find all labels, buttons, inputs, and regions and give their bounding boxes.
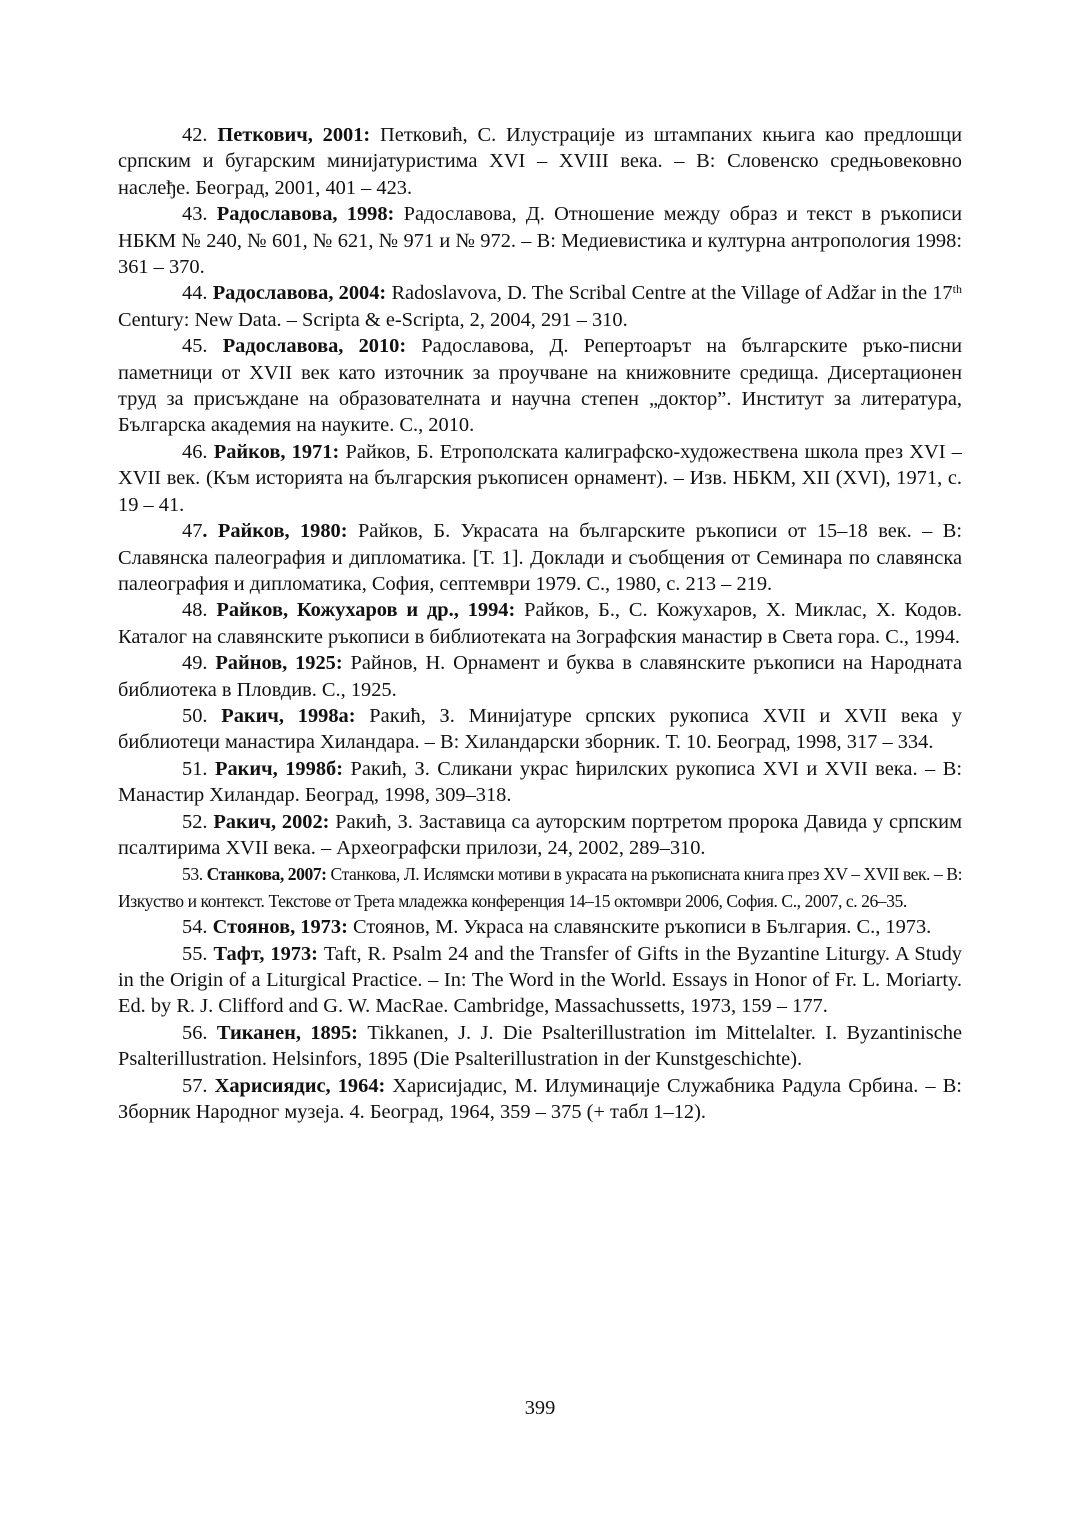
reference-number: 44. (182, 282, 208, 305)
reference-key: Райков, Кожухаров и др., 1994: (216, 599, 516, 622)
reference-key: Петкович, 2001: (217, 124, 371, 146)
reference-text: Радославова, Д. Репертоарът на българските ръко-писни паметници от XVII век като източник за проучване на книжовните средища. Дисертационен труд за присъждане на образователната и научна степен „доктор”. Институт за литература, Българска академия на науките. С., 2010. (118, 335, 962, 437)
reference-key: Станкова, 2007: (206, 864, 327, 885)
reference-key: Тиканен, 1895: (216, 1021, 358, 1044)
reference-key: Стоянов, 1973: (212, 916, 348, 939)
superscript: th (952, 282, 962, 297)
reference-text: Райков, Б., С. Кожухаров, Х. Миклас, Х. Кодов. Каталог на славянските ръкописи в библиотеката на Зографския манастир в Света гора. С., 1994. (118, 599, 962, 648)
reference-text: Ракић, З. Минијатуре српских рукописа XVII и XVII века у библиотеци манастира Хиландара. – В: Хиландарски зборник. Т. 10. Београд, 1998, 317 – 334. (118, 704, 962, 754)
reference-key: Ракич, 1998б: (215, 757, 343, 780)
reference-48 (118, 597, 962, 650)
reference-number: 50. (182, 704, 208, 727)
reference-number: 51. (182, 757, 208, 780)
reference-number: 43. (182, 203, 208, 226)
reference-key: Радославова, 2010: (222, 335, 407, 358)
reference-key: Харисиядис, 1964: (214, 1074, 386, 1097)
reference-key: Тафт, 1973: (213, 942, 318, 965)
reference-49 (118, 650, 962, 703)
page-number: 399 (524, 1397, 556, 1419)
reference-number: 46. (182, 440, 208, 463)
reference-text: Ракић, З. Сликани украс ћирилских рукописа XVI и XVII века. – В: Манастир Хиландар. Београд, 1998, 309–318. (118, 757, 962, 807)
reference-key: Райков, 1971: (213, 440, 340, 463)
reference-text: Райнов, Н. Орнамент и буква в славянските ръкописи на Народната библиотека в Пловдив. С., 1925. (118, 652, 963, 701)
reference-number: 49. (182, 652, 208, 675)
reference-key: Радославова, 2004: (212, 282, 387, 305)
reference-text: Станкова, Л. Ислямски мотиви в украсата на ръкописната книга през XV – XVII век. – В: Изкуство и контекст. Текстове от Трета младежка конференция 14–15 октомври 2006, София. С., 2007, с. 26–35. (118, 864, 963, 911)
reference-text: Райков, Б. Украсата на българските ръкописи от 15–18 век. – В: Славянска палеография и дипломатика. [Т. 1]. Доклади и съобщения от Семинара по славянска палеография и дипломатика, София, септември 1979. С., 1980, с. 213 – 219. (118, 520, 963, 595)
reference-key: Радославова, 1998: (216, 203, 395, 226)
reference-42 (118, 122, 962, 201)
reference-number: 48. (182, 599, 208, 622)
reference-number: 45. (182, 335, 208, 358)
reference-text: Radoslavova, D. The Scribal Centre at the Village of Adžar in the 17 (391, 282, 953, 305)
reference-key: Ракич, 2002: (213, 810, 330, 833)
reference-text: Харисијадис, М. Илуминације Служабника Радула Србина. – В: Зборник Народног музеја. 4. Београд, 1964, 359 – 375 (+ табл 1–12). (118, 1074, 962, 1124)
reference-key: Ракич, 1998а: (221, 704, 356, 727)
reference-number: 47 (182, 520, 203, 543)
reference-52 (118, 809, 962, 862)
reference-47 (118, 518, 962, 597)
reference-text: Райков, Б. Етрополската калиграфско-художествена школа през XVI – XVII век. (Към историята на българския ръкописен орнамент). – Изв. НБКМ, XII (XVI), 1971, с. 19 – 41. (118, 440, 962, 516)
reference-45 (118, 333, 962, 439)
reference-54 (118, 914, 962, 940)
reference-43 (118, 201, 962, 280)
reference-text: Радославова, Д. Отношение между образ и текст в ръкописи НБКМ № 240, № 601, № 621, № 971 и № 972. – В: Медиевистика и културна антропология 1998: 361 – 370. (118, 203, 963, 279)
reference-46 (118, 439, 962, 518)
reference-key: . Райков, 1980: (202, 520, 348, 543)
reference-44 (118, 280, 962, 333)
reference-number: 53. (182, 864, 203, 885)
reference-text-continued: Century: New Data. – Scripta & e-Scripta, 2, 2004, 291 – 310. (118, 308, 628, 331)
reference-number: 52. (182, 810, 208, 833)
reference-text: Ракић, З. Заставица са ауторским портретом пророка Давида у српским псалтирима XVII века. – Археографски прилози, 24, 2002, 289–310. (118, 810, 962, 859)
reference-51 (118, 756, 962, 809)
reference-number: 57. (182, 1074, 208, 1097)
reference-53 (118, 861, 962, 914)
reference-56 (118, 1020, 962, 1073)
reference-text: Петковић, С. Илустрације из штампаних књига као предлошци српским и бугарским минијатуристима XVI – XVIII века. – В: Словенско средњовековно наслеђе. Београд, 2001, 401 – 423. (118, 124, 962, 199)
reference-number: 54. (182, 916, 208, 939)
reference-text: Taft, R. Psalm 24 and the Transfer of Gifts in the Byzantine Liturgy. A Study in the Origin of a Liturgical Practice. – In: The Word in the World. Essays in Honor of Fr. L. Moriarty. Ed. by R. J. Clifford and G. W. MacRae. Cambridge, Massachussetts, 1973, 159 – 177. (118, 942, 962, 1018)
reference-text: Стоянов, М. Украса на славянските ръкописи в България. С., 1973. (352, 916, 932, 939)
reference-text: Tikkanen, J. J. Die Psalterillustration im Mittelalter. I. Byzantinische Psalterillustration. Helsinfors, 1895 (Die Psalterillustration in der Kunstgeschichte). (118, 1021, 962, 1071)
reference-55 (118, 941, 962, 1020)
reference-number: 42. (182, 124, 208, 146)
reference-number: 55. (182, 942, 208, 965)
reference-50 (118, 703, 962, 756)
reference-number: 56. (182, 1021, 208, 1044)
reference-list (118, 122, 962, 1125)
reference-57 (118, 1073, 962, 1126)
reference-key: Райнов, 1925: (215, 652, 343, 675)
